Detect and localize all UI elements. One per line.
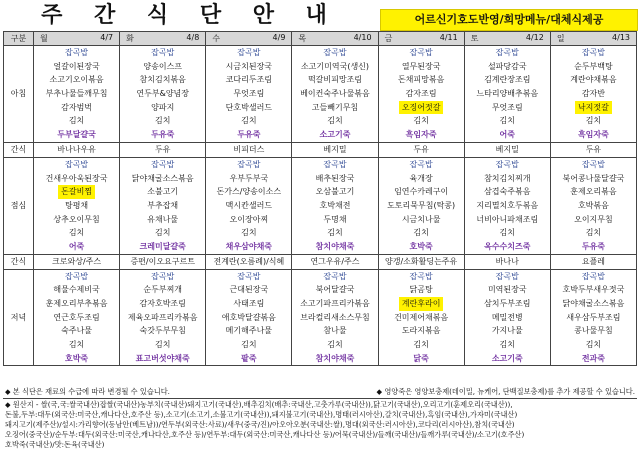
menu-item: 가지나물: [491, 326, 523, 336]
snack-row-2: [4, 254, 637, 269]
origin-line: 돈불,두부:대두(외국산:미국산,캐나다산,호주산 등),소고기(소고기,소불고기(국내산)),돼지불고기(국내산),명태(러시아산),갈치(국내산),흑임(국내산),가자미(국내산): [5, 410, 518, 419]
dinner-menu-cell: [464, 269, 550, 366]
menu-item: 김치: [68, 228, 85, 238]
origin-line: 돼지고기(제주산)/설시:가리향어(동남안(베트남))/연두부(외국산:사료)/새우(중국/진)/아오아오분(국내산:쌀),명대(외국산:러시아산),코다리(러시아산),참치(국내산): [5, 420, 515, 429]
menu-item: 참치김치찌개: [484, 173, 531, 183]
day-header: [464, 32, 550, 46]
menu-item: 브라컬리새소스무침: [300, 312, 370, 322]
meal-label-dinner: 저녁: [4, 269, 34, 366]
dinner-menu-cell: [292, 269, 378, 366]
menu-item: 오징어젓갈: [399, 101, 444, 115]
menu-item: 김치: [585, 228, 602, 238]
menu-item: 근대된장국: [229, 285, 269, 295]
snack-row-1: [4, 142, 637, 157]
snack-item: 베지밀: [464, 142, 550, 157]
menu-item: 코다리두조림: [225, 75, 273, 85]
menu-item: 사태조림: [233, 299, 265, 308]
snack-item: 요플레: [550, 254, 636, 269]
menu-item: 메기해주나물: [225, 326, 273, 336]
menu-item: 김치: [241, 228, 257, 238]
porridge-item: 닭죽: [413, 353, 429, 363]
day-date: 4/9: [272, 33, 286, 42]
menu-item: 김치: [413, 228, 429, 238]
menu-item: 얼갈이된장국: [53, 61, 100, 71]
menu-item: 두명채: [323, 214, 347, 224]
menu-item: 김치: [499, 228, 515, 238]
day-date: 4/13: [612, 33, 630, 42]
lunch-menu-cell: [120, 157, 206, 254]
menu-item: 돈채피망볶음: [397, 75, 445, 85]
menu-item: 김치: [68, 116, 85, 126]
porridge-item: 두부달걀국: [57, 130, 96, 140]
menu-item: 김치: [154, 340, 171, 350]
menu-item: 김치: [499, 340, 515, 350]
menu-item: 임연수카레구이: [394, 187, 449, 197]
snack-item: 비피더스: [206, 142, 292, 157]
menu-item: 잡곡밥: [495, 159, 519, 169]
menu-item: 육개장: [409, 173, 433, 183]
menu-item: 잡곡밥: [495, 271, 519, 281]
breakfast-row: [4, 46, 637, 143]
menu-item: 닭야채굴소스볶음: [131, 173, 194, 183]
menu-item: 감자범벅: [61, 102, 93, 112]
menu-item: 잡곡밥: [409, 159, 433, 169]
snack-label-1: 간식: [4, 142, 34, 157]
day-header: [550, 32, 636, 46]
menu-item: 김치: [327, 340, 343, 350]
notice-section: [3, 386, 637, 451]
menu-item: 김계란장조림: [484, 75, 531, 85]
menu-item: 잡곡밥: [581, 159, 606, 169]
menu-item: 닭야채굴소스볶음: [562, 299, 625, 308]
menu-item: 잡곡밥: [409, 271, 433, 281]
porridge-item: 소고기죽: [319, 130, 351, 140]
menu-item: 우부두부국: [229, 173, 269, 183]
lunch-menu-cell: [378, 157, 464, 254]
menu-item: 김치: [241, 340, 257, 350]
snack-item: 두유: [378, 142, 464, 157]
menu-item: 소불고기: [147, 187, 179, 197]
header-label: 구분: [4, 32, 34, 46]
snack-item: 양갱/소화활딩는주유: [378, 254, 464, 269]
menu-item: 순두부찌개: [143, 285, 183, 295]
day-date: 4/10: [353, 33, 372, 42]
menu-item: 콩나물무침: [574, 326, 613, 336]
menu-item: 참나물: [323, 326, 347, 336]
lunch-menu-cell: [292, 157, 378, 254]
menu-item: 김치: [68, 340, 85, 350]
menu-item: 잡곡밥: [495, 48, 519, 57]
porridge-item: 어죽: [68, 241, 85, 251]
menu-item: 오삼불고기: [315, 187, 355, 197]
porridge-item: 크레미달걀죽: [139, 241, 186, 251]
notice-left: ◆ 본 식단은 재료의 수급에 따라 변경될 수 있습니다.: [5, 387, 170, 396]
menu-item: 감자호박조림: [139, 299, 186, 308]
day-name: 토: [470, 34, 479, 43]
menu-item: 도토리묵무침(탁콩): [387, 200, 456, 210]
snack-item: 두유: [550, 142, 636, 157]
breakfast-menu-cell: [206, 46, 292, 143]
day-header: [34, 32, 120, 46]
menu-item: 너비아니파채조림: [476, 214, 539, 224]
menu-item: 낙지젓갈: [575, 101, 612, 115]
porridge-item: 흑임자죽: [405, 130, 437, 140]
porridge-item: 두유죽: [151, 130, 175, 140]
menu-item: 김치: [241, 116, 257, 126]
menu-item: 건미제어채볶음: [394, 312, 449, 322]
menu-item: 미역된장국: [487, 285, 527, 295]
menu-item: 오이장아찌: [229, 214, 269, 224]
dinner-menu-cell: [34, 269, 120, 366]
menu-item: 배추된장국: [315, 173, 355, 183]
menu-item: 새우삼두부조림: [566, 312, 621, 322]
menu-item: 김치: [154, 228, 171, 238]
porridge-item: 두유죽: [581, 241, 606, 251]
menu-item: 무엇조림: [233, 89, 265, 99]
lunch-row: [4, 157, 637, 254]
lunch-menu-cell: [550, 157, 636, 254]
menu-item: 소고기오이볶음: [49, 75, 104, 85]
porridge-item: 옥수수치즈죽: [484, 241, 531, 251]
dinner-menu-cell: [378, 269, 464, 366]
menu-item: 잡곡밥: [151, 271, 175, 281]
porridge-item: 팥죽: [241, 353, 257, 363]
menu-item: 잡곡밥: [151, 159, 175, 169]
snack-item: 바나나우유: [34, 142, 120, 157]
menu-item: 떡갈비피망조림: [307, 75, 363, 85]
subtitle-banner: 어르신기호도반영/희망메뉴/대체식제공: [380, 9, 638, 31]
breakfast-menu-cell: [550, 46, 636, 143]
day-date: 4/12: [525, 33, 544, 42]
menu-item: 김치: [413, 340, 429, 350]
menu-item: 훈제오리볶음: [570, 187, 617, 197]
menu-item: 소고기파프리카볶음: [300, 299, 370, 308]
menu-item: 북어콩나물달걀국: [562, 173, 625, 183]
notice-right: ◆ 영양죽은 영양보충제(데이밀, 뉴케어, 단백질보충제)를 추가 제공할 수 있습니다.: [376, 387, 635, 396]
menu-item: 상추오이무침: [53, 214, 100, 224]
menu-item: 계란후라이: [399, 297, 444, 311]
menu-item: 설파당감국: [487, 61, 527, 71]
menu-item: 감자반: [581, 89, 606, 99]
menu-item: 순두부백탕: [574, 61, 613, 71]
menu-item: 김치: [413, 116, 429, 126]
menu-item: 양파지: [151, 102, 175, 112]
menu-item: 잡곡밥: [237, 48, 261, 57]
porridge-item: 참치야채죽: [315, 241, 355, 251]
menu-item: 잡곡밥: [237, 159, 261, 169]
lunch-menu-cell: [206, 157, 292, 254]
menu-item: 열무된장국: [401, 61, 441, 71]
menu-item: 김치: [499, 116, 515, 126]
menu-item: 해물수제비국: [53, 285, 100, 295]
snack-item: 바나나: [464, 254, 550, 269]
menu-item: 닭곰탕: [409, 285, 433, 295]
lunch-menu-cell: [34, 157, 120, 254]
menu-item: 호박볶음: [577, 200, 609, 210]
porridge-item: 전과죽: [581, 353, 606, 363]
menu-item: 김치: [327, 228, 343, 238]
day-name: 월: [40, 34, 48, 43]
menu-item: 지리멸치호두볶음: [476, 200, 539, 210]
porridge-item: 소고기죽: [491, 353, 523, 363]
menu-item: 맥시칸샐러드: [225, 200, 273, 210]
menu-item: 훈제오리부추볶음: [45, 299, 108, 308]
snack-item: 연그우유/주스: [292, 254, 378, 269]
menu-item: 시금치된장국: [225, 61, 273, 71]
day-name: 목: [298, 34, 307, 43]
day-name: 수: [212, 34, 221, 43]
menu-item: 애호박달걀볶음: [221, 312, 276, 322]
day-date: 4/8: [186, 33, 200, 42]
origin-line: 오징어(중국산)/순두부:대두(외국산:미국산,캐나다산,호주산 등)/연두부:대두(외국산:미국산,캐나다산 등)/어묵(국내산)/들깨(국내산)/들깨가루(국내산)/소고기(호주산): [5, 430, 525, 439]
menu-item: 연두부&양념장: [136, 89, 190, 99]
dinner-menu-cell: [120, 269, 206, 366]
menu-item: 잡곡밥: [151, 48, 175, 57]
menu-item: 돈갈비찜: [58, 185, 95, 199]
menu-item: 호박두부새우젓국: [562, 285, 625, 295]
day-header: [206, 32, 292, 46]
menu-item: 잡곡밥: [323, 48, 347, 57]
menu-item: 느타리양배추볶음: [476, 89, 539, 99]
menu-item: 도라지볶음: [401, 326, 441, 336]
menu-item: 오이지무침: [574, 214, 613, 224]
porridge-item: 호박죽: [409, 241, 433, 251]
menu-item: 김치: [585, 340, 602, 350]
menu-item: 계란야채볶음: [570, 75, 617, 85]
meal-label-lunch: 점심: [4, 157, 34, 254]
menu-item: 숙갓두부무침: [139, 326, 186, 336]
snack-item: 두유: [120, 142, 206, 157]
menu-item: 숙주나물: [61, 326, 93, 336]
menu-item: 부추나물들깨무침: [45, 89, 108, 99]
breakfast-menu-cell: [34, 46, 120, 143]
menu-item: 잡곡밥: [323, 271, 347, 281]
menu-item: 건새우아욱된장국: [45, 173, 108, 183]
menu-item: 잡곡밥: [64, 271, 89, 281]
day-name: 일: [556, 34, 565, 43]
breakfast-menu-cell: [120, 46, 206, 143]
header-row: [4, 32, 637, 46]
origin-line: ◆ 원산지 - 쌀(국,국:쌀국내산)잡쌀(국내산)농부치(국내산)돼지고기(국내산),배추김치(배추:국내산,고춧가루(국내산)),닭고기(국내산),오리고기(훈제오리(국내산)),: [5, 400, 513, 409]
day-header: [120, 32, 206, 46]
snack-item: 증편/이오요구르트: [120, 254, 206, 269]
menu-item: 삼치두부조림: [484, 299, 531, 308]
breakfast-menu-cell: [292, 46, 378, 143]
menu-item: 김치: [585, 116, 602, 126]
snack-item: 베지밀: [292, 142, 378, 157]
menu-item: 북어달걀국: [315, 285, 355, 295]
porridge-item: 어죽: [499, 130, 515, 140]
menu-item: 고들빼기무침: [311, 102, 359, 112]
menu-item: 삼겹숙주볶음: [484, 187, 531, 197]
page-title: 주 간 식 단 안 내: [41, 2, 339, 28]
porridge-item: 흑임자죽: [577, 130, 609, 140]
porridge-item: 두유죽: [237, 130, 261, 140]
day-name: 화: [126, 34, 134, 43]
dinner-menu-cell: [206, 269, 292, 366]
menu-item: 참치김치볶음: [139, 75, 186, 85]
day-header: [378, 32, 464, 46]
menu-item: 부추잡채: [147, 200, 179, 210]
dinner-row: [4, 269, 637, 366]
menu-item: 제육오파프리카볶음: [127, 312, 198, 322]
menu-item: 연근호두조림: [53, 312, 100, 322]
day-date: 4/11: [439, 33, 458, 42]
menu-item: 잡곡밥: [237, 271, 261, 281]
menu-item: 잡곡밥: [323, 159, 347, 169]
weekly-menu-table: [3, 31, 637, 366]
menu-item: 메밀전병: [491, 312, 523, 322]
menu-item: 잡곡밥: [581, 48, 606, 57]
origin-info: [3, 399, 637, 451]
menu-item: 감자조림: [405, 89, 437, 99]
snack-item: 전계란(오름례)/식혜: [206, 254, 292, 269]
menu-item: 양송이스프: [143, 61, 183, 71]
menu-item: 김치: [327, 116, 343, 126]
breakfast-menu-cell: [378, 46, 464, 143]
menu-item: 소고기미역국(생신): [300, 61, 370, 71]
porridge-item: 채우삼야채죽: [225, 241, 273, 251]
origin-line: 호박죽(국내산)/맛:돈육(국내산): [5, 440, 105, 449]
snack-label-2: 간식: [4, 254, 34, 269]
menu-item: 잡곡밥: [581, 271, 606, 281]
menu-item: 잡곡밥: [409, 48, 433, 57]
day-name: 금: [384, 34, 393, 43]
menu-item: 유채나물: [147, 214, 179, 224]
menu-item: 무엇조림: [491, 102, 523, 112]
day-date: 4/7: [100, 33, 114, 42]
porridge-item: 표고버섯야채죽: [135, 353, 190, 363]
meal-label-breakfast: 아침: [4, 46, 34, 143]
porridge-item: 호박죽: [64, 353, 89, 363]
menu-item: 단호박샐러드: [225, 102, 273, 112]
menu-item: 돈가스/양송이소스: [216, 187, 282, 197]
day-header: [292, 32, 378, 46]
breakfast-menu-cell: [464, 46, 550, 143]
porridge-item: 참치야채죽: [315, 353, 355, 363]
menu-item: 베이컨숙주나물볶음: [300, 89, 370, 99]
menu-item: 호박채전: [319, 200, 351, 210]
dinner-menu-cell: [550, 269, 636, 366]
menu-item: 잡곡밥: [64, 48, 89, 57]
lunch-menu-cell: [464, 157, 550, 254]
menu-item: 잡곡밥: [64, 159, 89, 169]
menu-item: 시금치나물: [401, 214, 441, 224]
menu-item: 탕평채: [64, 200, 89, 210]
menu-item: 김치: [154, 116, 171, 126]
snack-item: 크로와상/주스: [34, 254, 120, 269]
